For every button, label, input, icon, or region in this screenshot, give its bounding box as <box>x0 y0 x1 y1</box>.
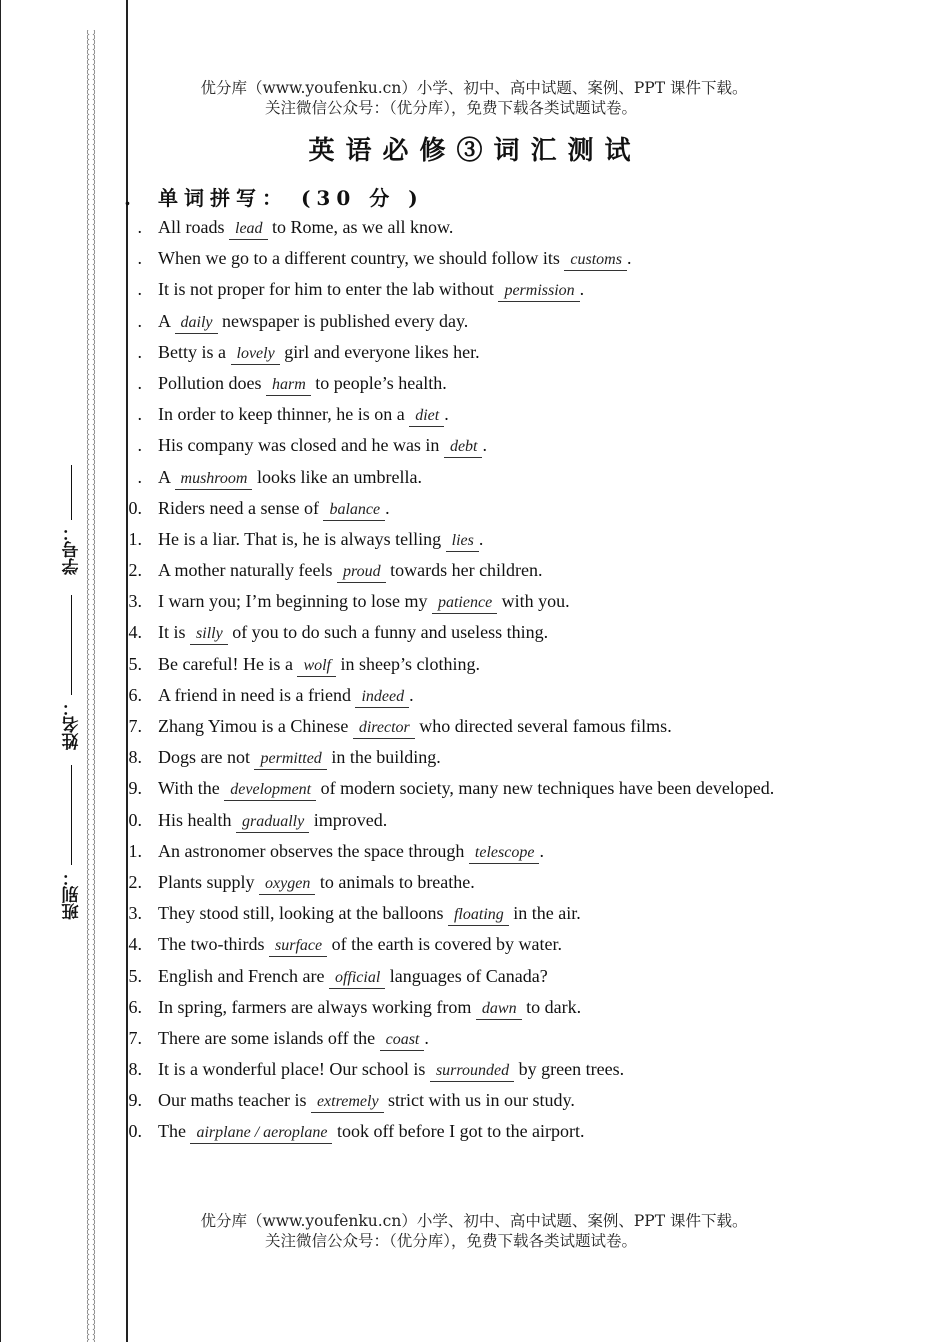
answer-blank[interactable]: debt <box>444 437 483 458</box>
question-text <box>158 430 487 461</box>
answer-blank[interactable]: wolf <box>297 656 336 677</box>
question-after: to Rome, as we all know. <box>267 217 454 237</box>
question-number: 9. <box>128 1090 142 1111</box>
question-text <box>158 274 584 305</box>
question-list <box>0 212 950 1148</box>
question-text <box>158 929 562 960</box>
question-text <box>158 773 774 804</box>
answer-blank[interactable]: surrounded <box>430 1061 514 1082</box>
question-number: 1. <box>128 840 142 861</box>
question-item <box>0 555 950 586</box>
question-number: . <box>137 248 142 269</box>
question-text <box>158 898 581 929</box>
question-before: Be careful! He is a <box>158 653 298 674</box>
question-number: 8. <box>128 1059 142 1080</box>
question-before: A mother naturally feels <box>158 560 337 581</box>
question-text <box>158 961 548 992</box>
section-number: . <box>124 186 137 210</box>
question-after: to dark. <box>521 996 582 1017</box>
question-before: Pollution does <box>158 372 267 393</box>
question-after: girl and everyone likes her. <box>279 341 480 362</box>
question-item <box>0 711 950 742</box>
question-number: . <box>137 435 142 456</box>
answer-blank[interactable]: floating <box>448 905 509 926</box>
question-text <box>158 1054 624 1085</box>
question-item <box>0 337 950 368</box>
question-text <box>158 243 631 274</box>
question-text <box>158 524 483 555</box>
question-before: An astronomer observes the space through <box>158 840 469 861</box>
answer-blank[interactable]: mushroom <box>175 469 253 490</box>
question-before: With the <box>158 778 225 799</box>
answer-blank[interactable]: extremely <box>311 1092 384 1113</box>
question-number: . <box>137 466 142 487</box>
question-item <box>0 274 950 305</box>
question-text <box>158 711 672 742</box>
question-before: Betty is a <box>158 341 231 362</box>
header-banner <box>0 78 950 118</box>
question-number: 4. <box>128 934 142 955</box>
header-line-2: 关注微信公众号：（优分库），免费下载各类试题试卷。 <box>264 99 637 117</box>
question-number: 0. <box>128 809 142 830</box>
answer-blank[interactable]: indeed <box>355 687 409 708</box>
footer-line-2: 关注微信公众号：（优分库），免费下载各类试题试卷。 <box>264 1232 637 1250</box>
question-number: . <box>137 404 142 425</box>
question-item <box>0 773 950 804</box>
answer-blank[interactable]: coast <box>380 1030 425 1051</box>
question-item <box>0 462 950 493</box>
question-before: The two-thirds <box>158 934 269 955</box>
question-number: 6. <box>128 996 142 1017</box>
question-item <box>0 805 950 836</box>
question-after: to animals to breathe. <box>315 871 475 892</box>
question-item <box>0 836 950 867</box>
question-number: 9. <box>128 778 142 799</box>
question-number: 5. <box>128 965 142 986</box>
question-after: . <box>409 684 414 705</box>
question-after: to people’s health. <box>310 372 447 393</box>
question-after: who directed several famous films. <box>414 716 672 736</box>
question-before: I warn you; I’m beginning to lose my <box>158 591 432 612</box>
question-before: They stood still, looking at the balloons <box>158 903 448 924</box>
answer-blank[interactable]: balance <box>323 500 385 521</box>
student-number-label: 学号： <box>62 524 83 575</box>
name-label: 姓名： <box>62 699 83 750</box>
question-item <box>0 992 950 1023</box>
question-after: in the air. <box>508 903 581 924</box>
question-number: 4. <box>128 622 142 643</box>
question-item <box>0 430 950 461</box>
question-before: Zhang Yimou is a Chinese <box>158 716 353 736</box>
footer-line-1: 优分库（www.youfenku.cn）小学、初中、高中试题、案例、PPT 课件下载。 <box>200 1212 748 1230</box>
question-item <box>0 742 950 773</box>
question-text <box>158 1116 585 1147</box>
question-text <box>158 805 387 836</box>
question-item <box>0 399 950 430</box>
question-after: with you. <box>497 591 570 612</box>
question-before: He is a liar. That is, he is always telling <box>158 528 446 549</box>
question-number: 5. <box>128 653 142 674</box>
question-number: 2. <box>128 871 142 892</box>
question-number: 7. <box>128 716 142 736</box>
question-before: Plants supply <box>158 871 260 892</box>
question-before: In order to keep thinner, he is on a <box>158 404 410 425</box>
section-score: (30 分 ) <box>300 186 424 210</box>
question-after: . <box>579 279 585 300</box>
question-item <box>0 306 950 337</box>
question-text <box>158 555 543 586</box>
question-text <box>158 368 447 399</box>
question-before: In spring, farmers are always working from <box>158 996 476 1017</box>
question-number: . <box>137 279 142 300</box>
answer-blank[interactable]: daily <box>175 313 218 334</box>
answer-blank[interactable]: surface <box>269 936 327 957</box>
answer-blank[interactable]: official <box>329 968 385 989</box>
question-after: looks like an umbrella. <box>252 466 422 487</box>
answer-blank[interactable]: telescope <box>469 843 540 864</box>
question-after: took off before I got to the airport. <box>332 1121 585 1142</box>
question-after: . <box>626 248 632 269</box>
question-item <box>0 961 950 992</box>
section-heading <box>124 182 424 211</box>
question-text <box>158 586 570 617</box>
answer-blank[interactable]: lies <box>446 531 479 552</box>
question-text <box>158 399 449 430</box>
question-number: . <box>137 310 142 331</box>
answer-blank[interactable]: diet <box>409 406 444 427</box>
question-item <box>0 617 950 648</box>
answer-blank[interactable]: airplane / aeroplane <box>190 1123 332 1144</box>
question-after: . <box>482 435 487 456</box>
question-before: A friend in need is a friend <box>158 684 356 705</box>
answer-blank[interactable]: proud <box>337 562 386 583</box>
question-text <box>158 1023 429 1054</box>
question-item <box>0 243 950 274</box>
question-item <box>0 493 950 524</box>
question-item <box>0 680 950 711</box>
question-text <box>158 742 441 773</box>
question-after: . <box>444 404 449 425</box>
question-after: by green trees. <box>514 1059 625 1080</box>
section-label: 单词拼写： <box>158 186 288 210</box>
question-item <box>0 368 950 399</box>
question-text <box>158 462 422 493</box>
answer-blank[interactable]: permission <box>498 281 579 302</box>
question-after: improved. <box>309 809 388 830</box>
question-after: languages of Canada? <box>385 965 548 986</box>
question-text <box>158 212 453 243</box>
question-before: It is <box>158 622 191 643</box>
answer-blank[interactable]: dawn <box>476 999 522 1020</box>
question-after: in sheep’s clothing. <box>336 653 480 674</box>
question-after: of you to do such a funny and useless thing. <box>227 622 549 643</box>
answer-blank[interactable]: gradually <box>236 812 309 833</box>
question-after: in the building. <box>326 747 441 768</box>
question-number: 0. <box>128 497 142 518</box>
question-number: 3. <box>128 903 142 924</box>
question-text <box>158 649 480 680</box>
question-after: . <box>478 528 484 549</box>
question-after: of modern society, many new techniques have been developed. <box>316 778 775 799</box>
question-number: . <box>137 341 142 362</box>
question-text <box>158 1085 575 1116</box>
answer-blank[interactable]: development <box>224 780 316 801</box>
answer-blank[interactable]: director <box>353 718 415 739</box>
question-item <box>0 212 950 243</box>
question-after: . <box>539 840 544 861</box>
class-label: 班别： <box>62 869 83 920</box>
question-number: 2. <box>128 560 142 581</box>
question-before: When we go to a different country, we should follow its <box>158 248 565 269</box>
question-number: 6. <box>128 684 142 705</box>
question-number: 0. <box>128 1121 142 1142</box>
question-text <box>158 306 468 337</box>
question-after: strict with us in our study. <box>383 1090 575 1111</box>
header-line-1: 优分库（www.youfenku.cn）小学、初中、高中试题、案例、PPT 课件下载。 <box>200 79 748 97</box>
question-item <box>0 929 950 960</box>
question-before: His company was closed and he was in <box>158 435 444 456</box>
question-item <box>0 649 950 680</box>
question-number: 1. <box>128 528 142 549</box>
question-text <box>158 836 544 867</box>
question-before: All roads <box>158 217 229 237</box>
question-after: newspaper is published every day. <box>217 310 469 331</box>
question-before: His health <box>158 809 236 830</box>
question-item <box>0 524 950 555</box>
question-before: Dogs are not <box>158 747 255 768</box>
answer-blank[interactable]: customs <box>564 250 627 271</box>
question-text <box>158 992 581 1023</box>
question-number: . <box>137 372 142 393</box>
question-after: of the earth is covered by water. <box>327 934 562 955</box>
question-item <box>0 867 950 898</box>
answer-blank[interactable]: lead <box>229 219 268 240</box>
question-after: . <box>424 1027 429 1048</box>
question-number: 3. <box>128 591 142 612</box>
question-before: Our maths teacher is <box>158 1090 311 1111</box>
question-before: Riders need a sense of <box>158 497 324 518</box>
question-before: A <box>158 310 175 331</box>
answer-blank[interactable]: silly <box>190 624 228 645</box>
answer-blank[interactable]: patience <box>432 593 497 614</box>
question-item <box>0 1023 950 1054</box>
question-after: towards her children. <box>385 560 543 581</box>
answer-blank[interactable]: lovely <box>231 344 280 365</box>
footer-banner <box>0 1211 950 1251</box>
answer-blank[interactable]: permitted <box>254 749 326 770</box>
question-before: English and French are <box>158 965 329 986</box>
page-title: 英语必修③词汇测试 <box>308 136 642 166</box>
question-number: . <box>137 217 142 237</box>
question-item <box>0 898 950 929</box>
question-text <box>158 680 414 711</box>
question-before: The <box>158 1121 191 1142</box>
question-text <box>158 337 480 368</box>
question-item <box>0 1054 950 1085</box>
answer-blank[interactable]: oxygen <box>259 874 315 895</box>
question-item <box>0 1116 950 1147</box>
answer-blank[interactable]: harm <box>266 375 311 396</box>
question-before: It is not proper for him to enter the lab without <box>158 279 499 300</box>
question-number: 8. <box>128 747 142 768</box>
question-before: It is a wonderful place! Our school is <box>158 1059 430 1080</box>
question-text <box>158 493 390 524</box>
question-number: 7. <box>128 1027 142 1048</box>
question-text <box>158 617 548 648</box>
question-item <box>0 586 950 617</box>
question-text <box>158 867 475 898</box>
question-before: There are some islands off the <box>158 1027 380 1048</box>
question-item <box>0 1085 950 1116</box>
question-after: . <box>385 497 390 518</box>
question-before: A <box>158 466 175 487</box>
